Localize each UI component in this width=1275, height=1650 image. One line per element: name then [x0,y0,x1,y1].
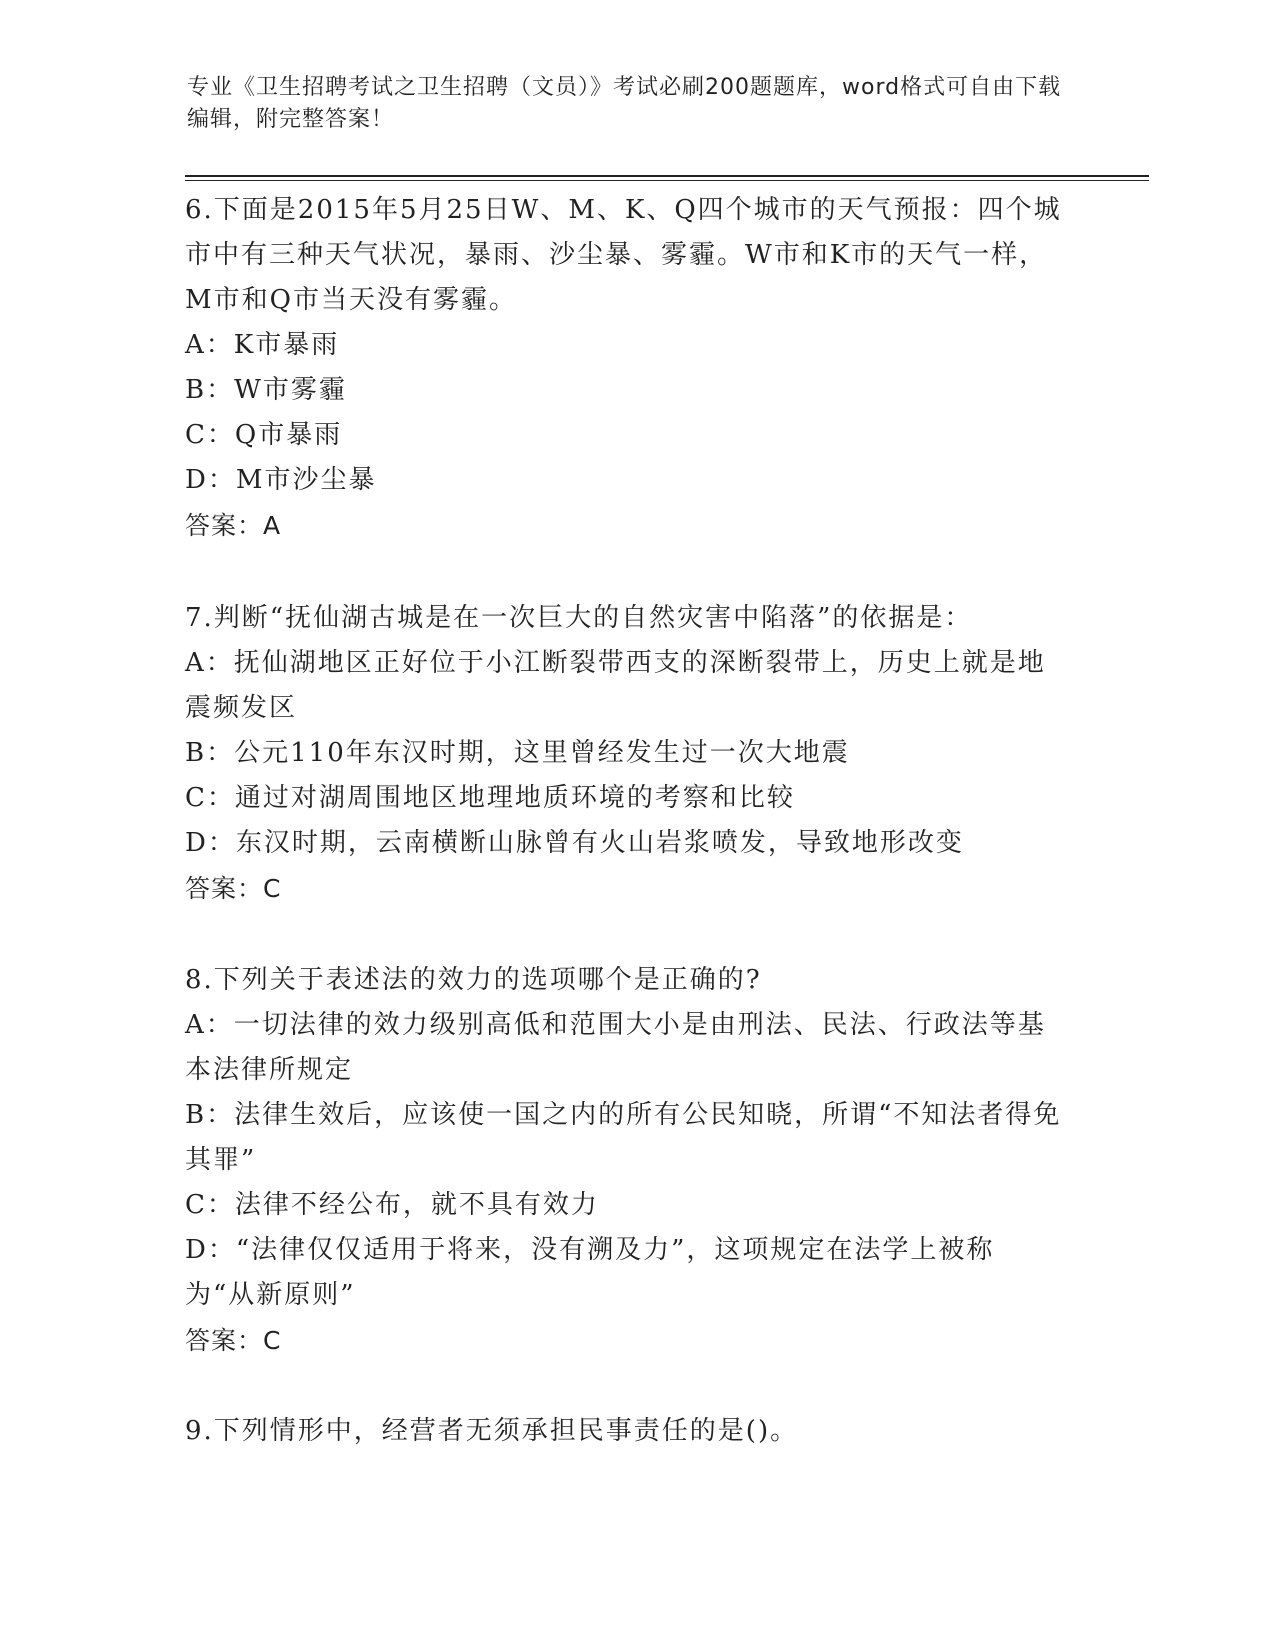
option-a: A：抚仙湖地区正好位于小江断裂带西支的深断裂带上，历史上就是地震频发区 [185,648,1046,723]
document-header: 专业《卫生招聘考试之卫生招聘（文员）》考试必刷200题题库，word格式可自由下载编辑，附完整答案！ [187,75,1062,132]
question-stem: 9.下列情形中，经营者无须承担民事责任的是()。 [185,1416,799,1446]
option-b: B：法律生效后，应该使一国之内的所有公民知晓，所谓“不知法者得免其罪” [185,1100,1062,1175]
question-stem: 6.下面是2015年5月25日W、M、K、Q四个城市的天气预报：四个城市中有三种天气状况，暴雨、沙尘暴、雾霾。W市和K市的天气一样，M市和Q市当天没有雾霾。 [185,195,1062,315]
question-9 [185,1409,1065,1454]
option-c: C：Q市暴雨 [185,420,343,450]
option-d: D：M市沙尘暴 [185,465,377,495]
header-divider-thin [185,180,1149,181]
option-c: C：通过对湖周围地区地理地质环境的考察和比较 [185,783,795,813]
option-c: C：法律不经公布，就不具有效力 [185,1190,599,1220]
answer-label: 答案：C [185,1326,282,1355]
answer-label: 答案：C [185,874,282,903]
option-b: B：公元110年东汉时期，这里曾经发生过一次大地震 [185,738,850,768]
question-stem: 7.判断“抚仙湖古城是在一次巨大的自然灾害中陷落”的依据是： [185,603,973,633]
option-b: B：W市雾霾 [185,375,347,405]
answer-label: 答案：A [185,511,282,540]
question-7 [185,596,1065,911]
question-stem: 8.下列关于表述法的效力的选项哪个是正确的? [185,965,762,995]
header-divider-thick [185,175,1149,177]
option-d: D：“法律仅仅适用于将来，没有溯及力”，这项规定在法学上被称为“从新原则” [185,1235,995,1310]
option-a: A：一切法律的效力级别高低和范围大小是由刑法、民法、行政法等基本法律所规定 [185,1010,1046,1085]
question-8 [185,958,1065,1363]
option-d: D：东汉时期，云南横断山脉曾有火山岩浆喷发，导致地形改变 [185,828,964,858]
option-a: A：K市暴雨 [185,330,340,360]
question-6 [185,188,1065,548]
